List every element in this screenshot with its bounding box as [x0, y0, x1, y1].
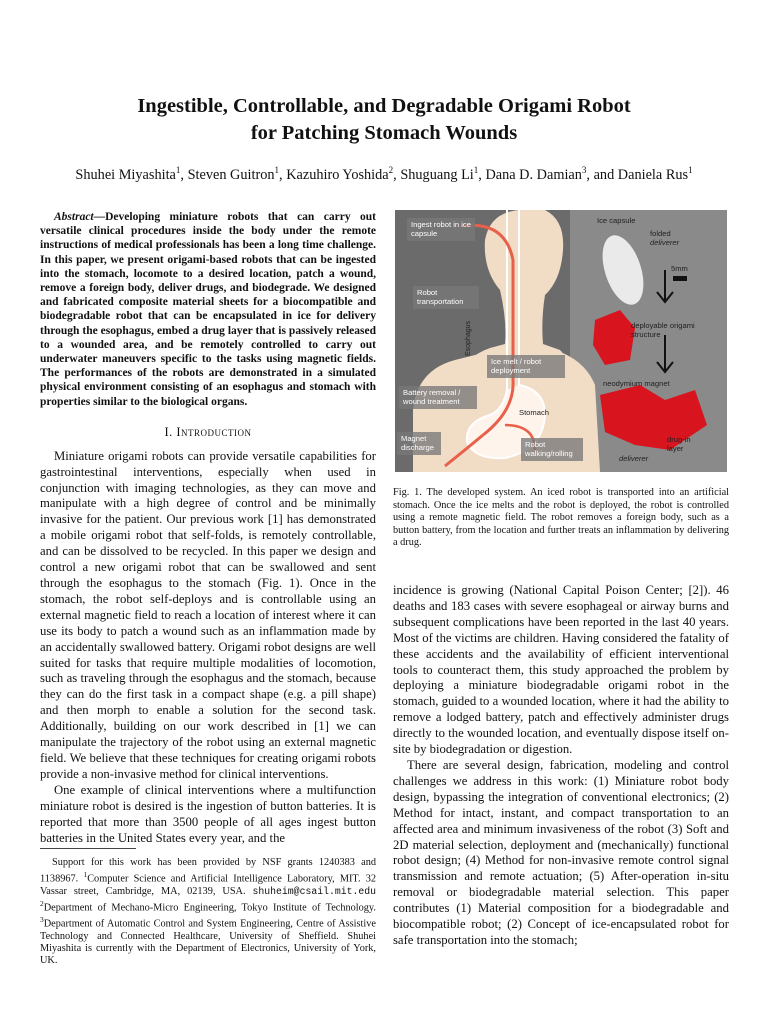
figure-1	[395, 210, 727, 472]
author: Shuhei Miyashita$^1$,	[75, 165, 188, 183]
label-esophagus: Esophagus	[465, 320, 472, 356]
intro-paragraph-2: One example of clinical interventions where a multifunction miniature robot is desired is the ingestion of button batteries. It is reported that more than 3500 people of all ages ingest button batteries in the United States every year, and the	[40, 782, 376, 845]
right-paragraph-1: incidence is growing (National Capital Poison Center; [2]). 46 deaths and 183 cases with severe esophageal or airway burns and subsequent complications have been reported in the last 40 years. Most of the victims are children. Having considered the fatality of these accidents and the availability of efficient interventional tools to counteract them, this study approached the problem by deploying a miniature biodegradable origami robot in the stomach, guided to a wounded location, where it had the ability to remove a lodged battery, patch and effectively administer drugs directly to the wounded location, and eventually dispose itself on-site by biodegradation or digestion.	[393, 583, 729, 757]
caption-text: The developed system. An iced robot is transported into an artificial stomach. Once the ice melts and the robot is deployed, the robot is controlled using a remote magnetic field. The robot removes a foreign body, such as a button battery, from the location and further treats an inflammation by delivering a drug.	[393, 487, 730, 549]
scale-bar	[673, 276, 687, 281]
label-deliverer: deliverer	[619, 454, 649, 463]
label-ice-melt: Ice melt / robot deployment	[487, 355, 565, 378]
title-line-1: Ingestible, Controllable, and Degradable Origami Robot	[137, 95, 631, 117]
title-line-2: for Patching Stomach Wounds	[250, 122, 518, 144]
label-ingest: Ingest robot in ice capsule	[407, 218, 475, 241]
author: Steven Guitron$^1$,	[187, 165, 287, 183]
left-column	[40, 210, 376, 846]
figure-caption	[393, 487, 729, 550]
label-ice-capsule: Ice capsule	[597, 216, 636, 225]
abstract: Abstract—Developing miniature robots that can carry out versatile clinical procedures inside the body under the remote instructions of medical professionals has been a long time challenge. In this paper, we present origami-based robots that can be ingested into the stomach, locomote to a desired location, patch a wound, remove a foreign body, deliver drugs, and biodegrade. We designed and fabricated composite material sheets for a biocompatible and biodegradable robot that can be encapsulated in ice for delivery through the esophagus, embed a drug layer that is passively released to a wounded area, and be remotely controlled to carry out underwater maneuvers specific to the tasks using magnetic fields. The performances of the robots are demonstrated in a simulated physical environment consisting of an esophagus and stomach with properties similar to the biological organs.	[40, 211, 376, 408]
right-column	[393, 583, 729, 949]
paper-title	[40, 93, 728, 147]
label-drug-layer: drug-in layer	[667, 435, 691, 454]
author: Daniela Rus$^1$	[617, 165, 693, 183]
figure-illustration	[395, 210, 727, 472]
label-walking: Robot walking/rolling	[521, 438, 583, 461]
author: Kazuhiro Yoshida$^2$,	[286, 165, 401, 183]
label-magnet: Magnet discharge	[397, 432, 441, 455]
author-email: shuheim@csail.mit.edu	[252, 885, 376, 897]
label-scale: 5mm	[671, 264, 688, 273]
label-stomach: Stomach	[519, 408, 549, 417]
caption-label: Fig. 1.	[393, 487, 422, 498]
abstract-label: Abstract	[54, 211, 94, 223]
label-transport: Robot transportation	[413, 286, 479, 309]
author-list	[30, 165, 738, 185]
footnote-rule	[40, 848, 136, 849]
right-paragraph-2: There are several design, fabrication, modeling and control challenges we address in this work: (1) Miniature robot body design, bypassing the integration of conventional electronics; (2) Method for intact, instant, and compact transportation to an affected area and minimum invasiveness of the robot (3) Soft and 2D material selection, deployment and (mechanically) functional robot design; (4) Method for non-invasive remote control signal transmission and remote actuation; (5) After-operation in-situ removal or biodegradable material selection. This paper contributes (1) Material composition for a biodegradable and biocompatible robot; (2) Concept of ice-encapsulated robot for safe transportation into the stomach;	[393, 757, 729, 947]
label-folded-deliverer: folded deliverer	[650, 229, 680, 248]
footnote: Support for this work has been provided by NSF grants 1240383 and 1138967. $^1$Computer Science and Artificial Intelligence Laboratory, MIT. 32 Vassar street, Cambridge, MA, 02139, USA. shuheim@csail.mit.edu $^2$Department of Mechano-Micro Engineering, Tokyo Institute of Technology. $^3$Department of Automatic Control and System Engineering, Centre of Assistive Technology and Connected Healthcare, University of Sheffield. Shuhei Miyashita is currently with the Department of Electronics, University of York, UK.	[40, 857, 377, 966]
intro-paragraph-1: Miniature origami robots can provide versatile capabilities for gastrointestinal interventions, especially when used in conjunction with imaging technologies, as they can move and manipulate with a high degree of control and be minimally invasive for the patient. Our previous work [1] has demonstrated a mobile origami robot that self-folds, is remotely controllable, and can be dissolved to be recycled. In this paper we design and control a new origami robot that can be swallowed and sent through the esophagus to the stomach (Fig. 1). Once in the stomach, the robot self-deploys and is controllable using an external magnetic field to reach a location of interest where it can use its body to patch a wound such as an inflammation made by an accidentally swallowed battery. Origami robot designs are well suited for tasks that require multiple modalities of locomotion, such as traveling through the esophagus and the stomach, because they can do the first task in a compact shape (e.g. a pill shape) and then morph to enable a solution for the second task. Additionally, building on our work described in [1] we can manipulate the trajectory of the robot using an external magnetic field. We believe that these techniques for creating origami robots provide a non-invasive method for clinical interventions.	[40, 448, 376, 781]
abstract-text: Developing miniature robots that can carry out versatile clinical procedures inside the body under the remote instructions of medical professionals has been a long time challenge. In this paper, we present origami-based robots that can be ingested into the stomach, locomote to a desired location, patch a wound, remove a foreign body, deliver drugs, and biodegrade. We designed and fabricated composite material sheets for a biocompatible and biodegradable robot that can be encapsulated in ice for delivery through the esophagus, embed a drug layer that is passively released to a wounded area, and be remotely controlled to carry out underwater maneuvers specific to the tasks using magnetic fields. The performances of the robots are demonstrated in a simulated physical environment consisting of an esophagus and stomach with properties similar to the biological organs.	[40, 211, 376, 408]
label-deployable: deployable origami structure	[631, 321, 695, 340]
section-heading-introduction: I. Introduction	[164, 424, 252, 439]
author: Dana D. Damian$^3$, and	[485, 165, 618, 183]
author: Shuguang Li$^1$,	[400, 165, 486, 183]
label-neodymium: neodymium magnet	[603, 379, 670, 388]
label-battery: Battery removal / wound treatment	[399, 386, 477, 409]
